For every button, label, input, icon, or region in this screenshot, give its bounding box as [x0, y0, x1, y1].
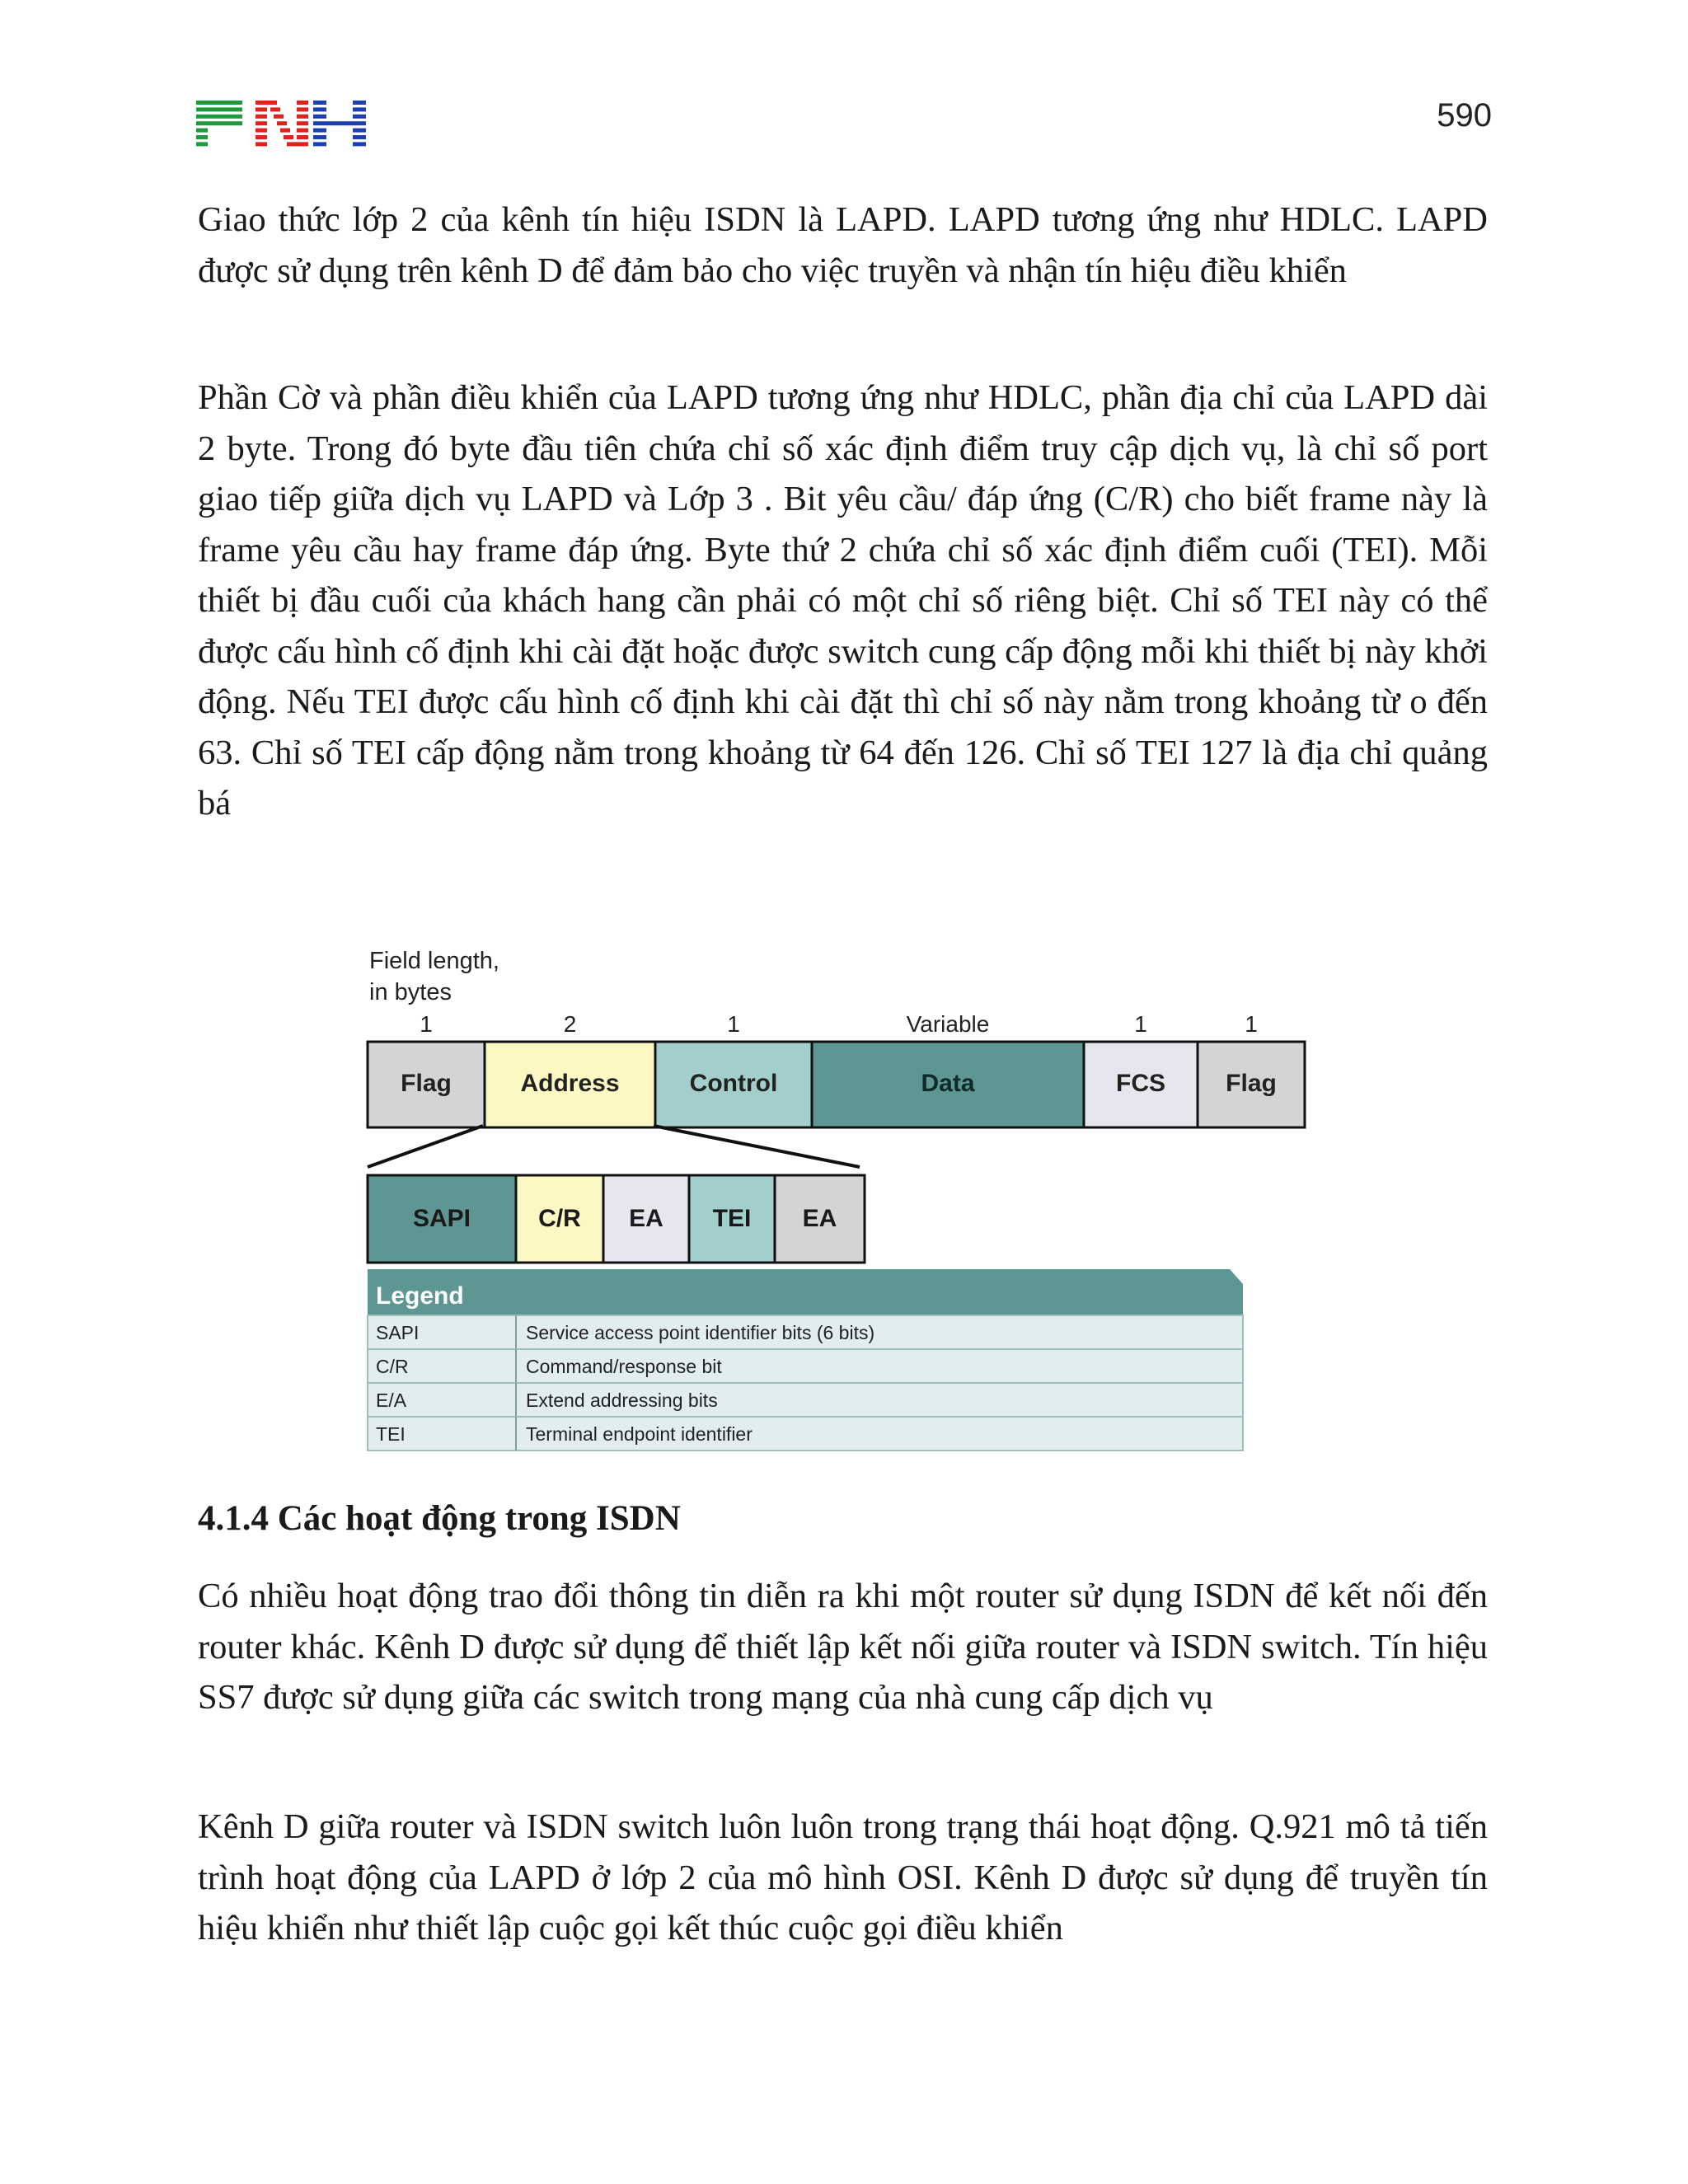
logo-stripe	[313, 107, 326, 111]
logo-stripe	[353, 115, 366, 119]
legend-header-bar	[368, 1269, 1243, 1315]
section-heading-block	[198, 1493, 1488, 1544]
logo-stripe	[353, 135, 366, 139]
address-field-label: C/R	[538, 1205, 581, 1232]
pnh-logo	[196, 101, 366, 148]
frame-field-length: 1	[1245, 1011, 1258, 1037]
frame-row	[368, 1011, 1305, 1127]
logo-stripe	[256, 142, 267, 146]
frame-field-label: Control	[689, 1070, 778, 1097]
logo-stripe	[196, 135, 208, 139]
logo-stripe	[353, 129, 366, 133]
logo-stripe	[256, 129, 267, 133]
logo-stripe	[196, 129, 208, 133]
paragraph-4-block	[198, 1802, 1488, 1954]
logo-stripe	[256, 115, 267, 119]
frame-field-length: 1	[1134, 1011, 1147, 1037]
paragraph-3-block	[198, 1571, 1488, 1723]
field-length-label-2: in bytes	[369, 979, 452, 1005]
logo-stripe	[277, 121, 287, 125]
logo-stripe	[256, 135, 267, 139]
logo-stripe	[313, 142, 326, 146]
logo-stripe	[196, 101, 242, 105]
legend-abbr: TEI	[376, 1423, 406, 1445]
frame-field-label: FCS	[1116, 1070, 1165, 1097]
legend-desc: Extend addressing bits	[526, 1390, 718, 1411]
logo-stripe	[353, 101, 366, 105]
legend-row	[368, 1417, 1243, 1451]
legend-title: Legend	[376, 1282, 464, 1310]
frame-field-length: 1	[420, 1011, 433, 1037]
page-number: 590	[1437, 97, 1492, 134]
logo-stripe	[196, 107, 242, 111]
frame-field-label: Data	[921, 1070, 975, 1097]
logo-stripe	[196, 115, 242, 119]
legend-desc: Command/response bit	[526, 1356, 722, 1377]
logo-stripe	[256, 107, 267, 111]
logo-stripe	[267, 101, 277, 105]
field-length-label-1: Field length,	[369, 948, 499, 974]
paragraph-1: Giao thức lớp 2 của kênh tín hiệu ISDN là LAPD. LAPD tương ứng như HDLC. LAPD được sử dụng trên kênh D để đảm bảo cho việc truyền và nhận tín hiệu điều khiển	[198, 200, 1488, 290]
logo-stripe	[313, 129, 326, 133]
frame-field-length: 2	[563, 1011, 577, 1037]
legend-row	[368, 1349, 1243, 1383]
legend-abbr: C/R	[376, 1356, 409, 1377]
paragraph-1-block	[198, 194, 1488, 296]
paragraph-3: Có nhiều hoạt động trao đổi thông tin diễn ra khi một router sử dụng ISDN để kết nối đến router khác. Kênh D được sử dụng để thiết lập kết nối giữa router và ISDN switch. Tín hiệu SS7 được sử dụng giữa các switch trong mạng của nhà cung cấp dịch vụ	[198, 1577, 1488, 1717]
legend-desc: Service access point identifier bits (6 bits)	[526, 1322, 875, 1343]
connector-line-left	[368, 1126, 483, 1167]
logo-stripe	[353, 107, 366, 111]
legend-table	[368, 1269, 1243, 1451]
paragraph-4: Kênh D giữa router và ISDN switch luôn luôn trong trạng thái hoạt động. Q.921 mô tả tiến trình hoạt động của LAPD ở lớp 2 của mô hình OSI. Kênh D được sử dụng để truyền tín hiệu khiển như thiết lập cuộc gọi kết thúc cuộc gọi điều khiển	[198, 1807, 1488, 1947]
frame-field-label: Address	[520, 1070, 620, 1097]
section-heading: 4.1.4 Các hoạt động trong ISDN	[198, 1499, 681, 1538]
legend-abbr: E/A	[376, 1390, 407, 1411]
legend-row	[368, 1383, 1243, 1417]
logo-stripe	[284, 135, 293, 139]
logo-stripe	[274, 115, 284, 119]
logo-stripe	[297, 121, 308, 125]
logo-stripe	[313, 121, 366, 125]
frame-field-label: Flag	[401, 1070, 452, 1097]
logo-stripe	[256, 101, 267, 105]
legend-desc: Terminal endpoint identifier	[526, 1423, 753, 1445]
address-field-label: EA	[802, 1205, 837, 1232]
logo-stripe	[297, 129, 308, 133]
frame-field-label: Flag	[1226, 1070, 1277, 1097]
logo-stripe	[297, 115, 308, 119]
connector-line-right	[654, 1126, 860, 1167]
logo-stripe	[297, 142, 308, 146]
frame-field-length: Variable	[906, 1011, 990, 1037]
logo-stripe	[297, 107, 308, 111]
logo-stripe	[256, 121, 267, 125]
paragraph-2: Phần Cờ và phần điều khiển của LAPD tương ứng như HDLC, phần địa chỉ của LAPD dài 2 byte. Trong đó byte đầu tiên chứa chỉ số xác định điểm truy cập dịch vụ, là chỉ số port giao tiếp giữa dịch vụ LAPD và Lớp 3 . Bit yêu cầu/ đáp ứng (C/R) cho biết frame này là frame yêu cầu hay frame đáp ứng. Byte thứ 2 chứa chỉ số xác định điểm cuối (TEI). Mỗi thiết bị đầu cuối của khách hang cần phải có một chỉ số riêng biệt. Chỉ số TEI này có thể được cấu hình cố định khi cài đặt hoặc được switch cung cấp động mỗi khi thiết bị này khởi động. Nếu TEI được cấu hình cố định khi cài đặt thì chỉ số này nằm trong khoảng từ o đến 63. Chỉ số TEI cấp động nằm trong khoảng từ 64 đến 126. Chỉ số TEI 127 là địa chỉ quảng bá	[198, 378, 1488, 823]
address-row	[368, 1175, 865, 1263]
address-field-label: TEI	[712, 1205, 752, 1232]
logo-stripe	[353, 142, 366, 146]
logo-stripe	[313, 115, 326, 119]
legend-abbr: SAPI	[376, 1322, 420, 1343]
logo-stripe	[196, 142, 208, 146]
lapd-frame-diagram	[363, 940, 1335, 1475]
logo-stripe	[297, 135, 308, 139]
logo-stripe	[297, 101, 308, 105]
logo-stripe	[270, 107, 280, 111]
logo-stripe	[313, 135, 326, 139]
address-field-label: EA	[629, 1205, 663, 1232]
logo-stripe	[196, 121, 242, 125]
logo-stripe	[287, 142, 297, 146]
logo-stripe	[280, 129, 290, 133]
address-field-label: SAPI	[412, 1205, 471, 1232]
logo-stripe	[313, 101, 326, 105]
paragraph-2-block	[198, 373, 1488, 829]
frame-field-length: 1	[727, 1011, 740, 1037]
